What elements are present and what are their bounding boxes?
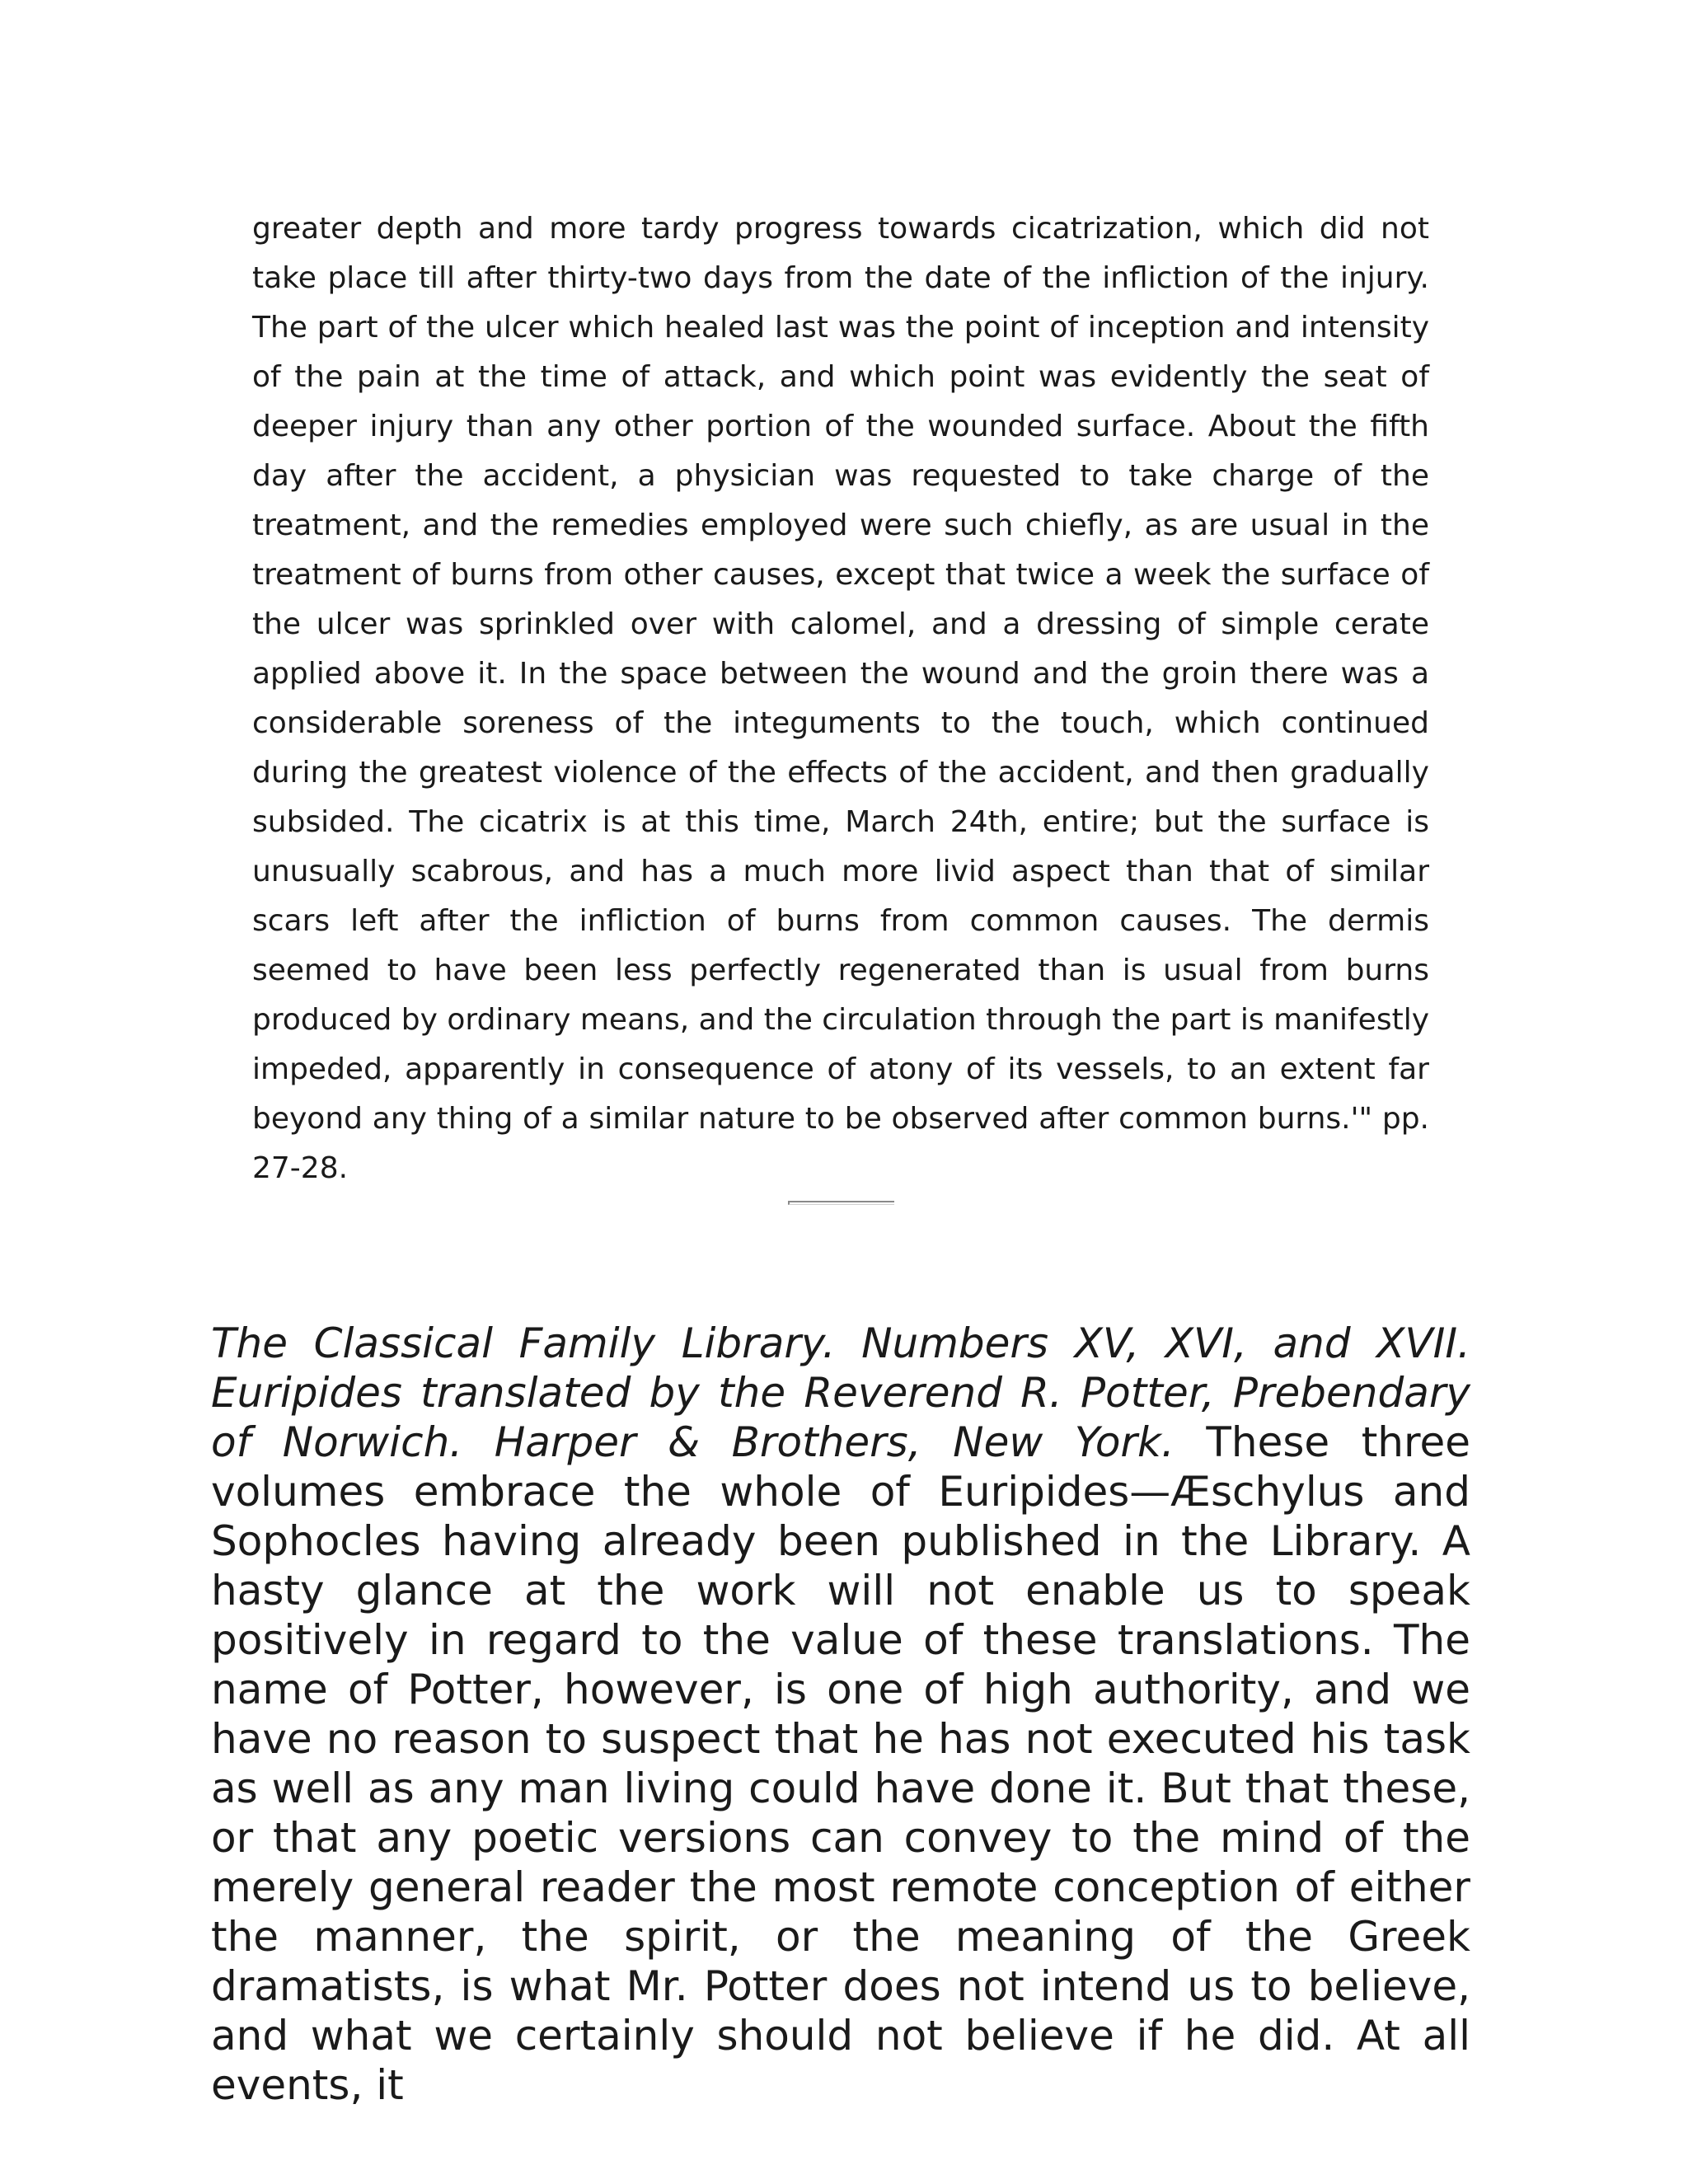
review-book-title: The Classical Family Library. Numbers XV, XVI, and XVII. Euripides translated by the Reverend R. Potter, Prebendary of Norwich. Harper & Brothers, New York.: [211, 1319, 1470, 1466]
section-divider: [788, 1201, 894, 1205]
quoted-passage: greater depth and more tardy progress towards cicatrization, which did not take place till after thirty-two days from the date of the infliction of the injury. The part of the ulcer which healed last was the point of inception and intensity of the pain at the time of attack, and which point was evidently the seat of deeper injury than any other portion of the wounded surface. About the fifth day after the accident, a physician was requested to take charge of the treatment, and the remedies employed were such chiefly, as are usual in the treatment of burns from other causes, except that twice a week the surface of the ulcer was sprinkled over with calomel, and a dressing of simple cerate applied above it. In the space between the wound and the groin there was a considerable soreness of the integuments to the touch, which continued during the greatest violence of the effects of the accident, and then gradually subsided. The cicatrix is at this time, March 24th, entire; but the surface is unusually scabrous, and has a much more livid aspect than that of similar scars left after the infliction of burns from common causes. The dermis seemed to have been less perfectly regenerated than is usual from burns produced by ordinary means, and the circulation through the part is manifestly impeded, apparently in consequence of atony of its vessels, to an extent far beyond any thing of a similar nature to be observed after common burns.'" pp. 27-28.: [252, 212, 1430, 1185]
review-paragraph: [211, 1319, 1470, 2110]
review-body: These three volumes embrace the whole of Euripides—Æschylus and Sophocles having already been published in the Library. A hasty glance at the work will not enable us to speak positively in regard to the value of these translations. The name of Potter, however, is one of high authority, and we have no reason to suspect that he has not executed his task as well as any man living could have done it. But that these, or that any poetic versions can convey to the mind of the merely general reader the most remote conception of either the manner, the spirit, or the meaning of the Greek dramatists, is what Mr. Potter does not intend us to believe, and what we certainly should not believe if he did. At all events, it: [211, 1418, 1470, 2109]
